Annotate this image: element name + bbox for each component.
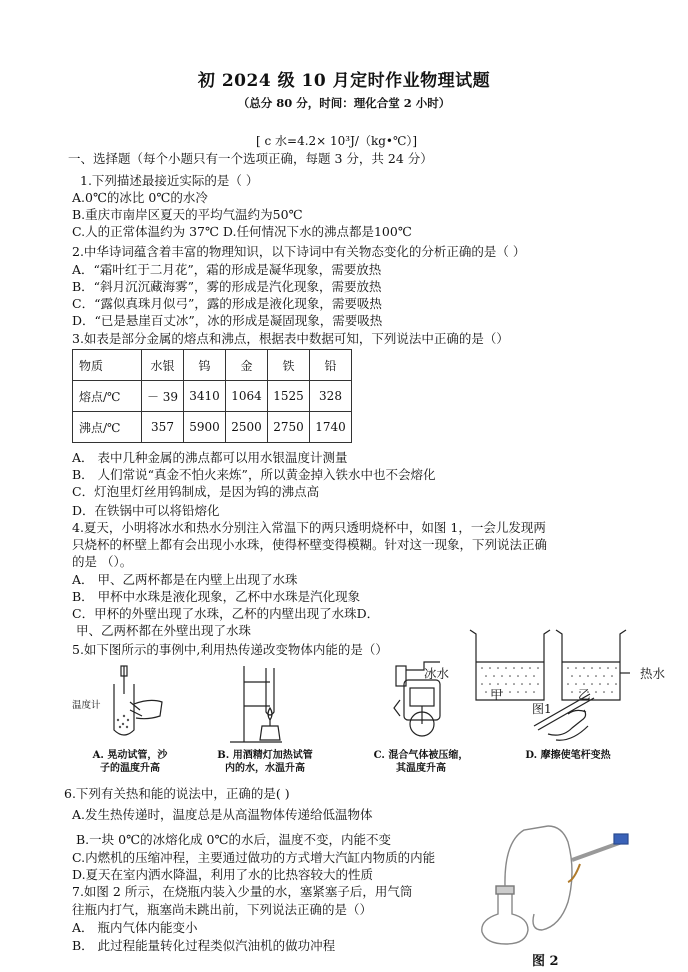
page-subtitle: （总分 80 分，时间：理化合堂 2 小时） [237, 96, 451, 110]
label-ice-water: 冰水 [424, 666, 450, 681]
table-cell: 2500 [226, 412, 268, 443]
table-cell: 1740 [310, 412, 352, 443]
table-cell: － 39 [142, 381, 184, 412]
shaking-test-tube-icon [100, 664, 170, 744]
label-hot-water: 热水 [640, 666, 666, 681]
table-cell: 328 [310, 381, 352, 412]
q4-option-c: C．甲杯的外壁出现了水珠，乙杯的内壁出现了水珠D． [72, 606, 380, 621]
q2-stem: 2.中华诗词蕴含着丰富的物理知识，以下诗词中有关物态变化的分析正确的是（ ） [72, 244, 526, 259]
q3-option-c: C．灯泡里灯丝用钨制成，是因为钨的沸点高 [72, 484, 320, 499]
rubbing-pen-icon [528, 680, 608, 742]
q4-stem-line1: 4.夏天，小明将冰水和热水分别注入常温下的两只透明烧杯中，如图 1，一会儿发现两 [72, 520, 546, 535]
figure2-label: 图 2 [532, 954, 559, 969]
q2-option-c: C．“露似真珠月似弓”，露的形成是液化现象，需要吸热 [72, 296, 382, 311]
q3-stem: 3.如表是部分金属的熔点和沸点，根据表中数据可知，下列说法中正确的是（） [72, 331, 509, 346]
caption-c-line1: C. 混合气体被压缩， [373, 750, 469, 761]
label-yi: 乙 [578, 687, 591, 702]
q2-option-a: A．“霜叶红于二月花”，霜的形成是凝华现象，需要放热 [72, 262, 382, 277]
page-title: 初 2024 级 10 月定时作业物理试题 [197, 71, 491, 91]
q6-option-b: B.一块 0℃的冰熔化成 0℃的水后，温度不变，内能不变 [76, 832, 391, 847]
table-cell: 5900 [184, 412, 226, 443]
thermometer-label: 温度计 [72, 700, 101, 711]
figure1-label: 图1 [532, 702, 552, 716]
q3-option-d: D．在铁锅中可以将铅熔化 [72, 503, 220, 518]
table-cell: 1525 [268, 381, 310, 412]
table-cell: 3410 [184, 381, 226, 412]
q4-option-a: A． 甲、乙两杯都是在内壁上出现了水珠 [72, 572, 298, 587]
table-header-cell: 金 [226, 350, 268, 381]
q1-option-a: A.0℃的冰比 0℃的水冷 [72, 190, 208, 205]
caption-c [356, 749, 486, 775]
q3-option-a: A． 表中几种金属的沸点都可以用水银温度计测量 [72, 450, 348, 465]
caption-a [70, 749, 190, 775]
table-cell: 2750 [268, 412, 310, 443]
table-header-cell: 铁 [268, 350, 310, 381]
metal-table [72, 349, 352, 443]
caption-c-line2: 其温度升高 [396, 763, 446, 774]
table-header-cell: 钨 [184, 350, 226, 381]
caption-a-line1: A. 晃动试管，沙 [92, 750, 168, 761]
section-heading: 一、选择题（每个小题只有一个选项正确，每题 3 分，共 24 分） [68, 151, 433, 166]
q6-option-a: A.发生热传递时，温度总是从高温物体传递给低温物体 [72, 807, 373, 822]
q6-option-d: D.夏天在室内洒水降温，利用了水的比热容较大的性质 [72, 867, 374, 882]
caption-d [508, 749, 628, 762]
caption-b-line1: B. 用酒精灯加热试管 [217, 750, 313, 761]
q6-stem: 6.下列有关热和能的说法中，正确的是( ) [64, 786, 290, 801]
q7-stem-line1: 7.如图 2 所示，在烧瓶内装入少量的水，塞紧塞子后，用气筒 [72, 884, 413, 899]
q2-option-b: B．“斜月沉沉藏海雾”，雾的形成是汽化现象，需要放热 [72, 279, 382, 294]
q2-option-d: D．“已是悬崖百丈冰”，冰的形成是凝固现象，需要吸热 [72, 313, 383, 328]
q1-option-cd: C.人的正常体温约为 37℃ D.任何情况下水的沸点都是100℃ [72, 224, 412, 239]
q6-option-c: C.内燃机的压缩冲程，主要通过做功的方式增大汽缸内物质的内能 [72, 850, 436, 865]
q7-option-b: B． 此过程能量转化过程类似汽油机的做功冲程 [72, 938, 336, 953]
caption-d-line1: D. 摩擦使笔杆变热 [525, 750, 611, 761]
q7-stem-line2: 往瓶内打气，瓶塞尚未跳出前，下列说法正确的是（） [72, 902, 373, 917]
table-cell: 沸点/℃ [73, 412, 142, 443]
table-header-cell: 物质 [73, 350, 142, 381]
table-cell: 熔点/℃ [73, 381, 142, 412]
caption-a-line2: 子的温度升高 [100, 763, 160, 774]
specific-heat-formula: [ c 水=4.2× 10³J/（kg•℃）] [256, 134, 418, 148]
q3-option-b: B． 人们常说“真金不怕火来炼”，所以黄金掉入铁水中也不会熔化 [72, 467, 436, 482]
q4-option-d: 甲、乙两杯都在外壁出现了水珠 [76, 623, 252, 638]
alcohol-lamp-heating-icon [222, 662, 302, 746]
table-cell: 1064 [226, 381, 268, 412]
table-row [73, 350, 352, 381]
caption-b-line2: 内的水，水温升高 [225, 763, 305, 774]
q4-stem-line2: 只烧杯的杯壁上都有会出现小水珠，使得杯壁变得模糊。针对这一现象，下列说法正确 [72, 537, 548, 552]
label-jia: 甲 [490, 687, 503, 702]
table-header-cell: 水银 [142, 350, 184, 381]
q4-option-b: B． 甲杯中水珠是液化现象，乙杯中水珠是汽化现象 [72, 589, 361, 604]
compression-cylinder-icon [384, 660, 464, 744]
flask-pump-figure [476, 822, 636, 946]
table-header-cell: 铅 [310, 350, 352, 381]
q4-stem-line3: 的是 （）。 [72, 554, 133, 569]
q1-stem: 1.下列描述最接近实际的是（ ） [80, 173, 259, 188]
table-row [73, 412, 352, 443]
q7-option-a: A． 瓶内气体内能变小 [72, 920, 198, 935]
caption-b [200, 749, 330, 775]
q1-option-b: B.重庆市南岸区夏天的平均气温约为50℃ [72, 207, 303, 222]
table-cell: 357 [142, 412, 184, 443]
q5-stem: 5.如下图所示的事例中,利用热传递改变物体内能的是（） [72, 642, 388, 657]
table-row [73, 381, 352, 412]
